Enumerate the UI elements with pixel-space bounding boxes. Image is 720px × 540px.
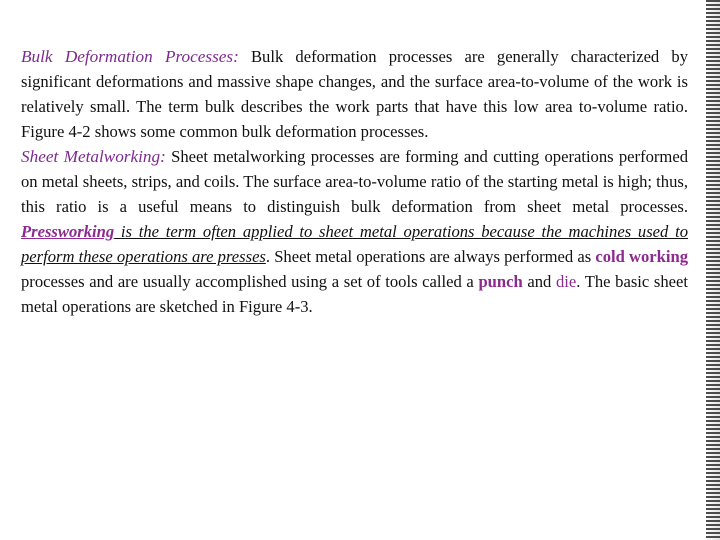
paragraph-text: . The basic sheet metal operations are sketched in Figure 4-3. xyxy=(21,272,688,316)
die-term: die xyxy=(555,272,577,291)
paragraph-sheet-metalworking xyxy=(21,144,688,319)
right-edge-decoration xyxy=(706,0,720,540)
heading-sheet-metalworking: Sheet Metalworking: xyxy=(21,147,166,166)
paragraph-bulk-deformation xyxy=(21,44,688,144)
paragraph-text: processes and are usually accomplished using a set of tools called a xyxy=(21,272,479,291)
cold-working-term: cold working xyxy=(595,247,689,266)
paragraph-text: Sheet metalworking processes are forming and cutting operations performed on metal sheets, strips, and coils. The surface area-to-volume ratio of the starting metal is high; thus, this ratio is a useful means to distinguish bulk deformation from sheet metal processes. xyxy=(21,147,688,216)
underlined-definition: is the term often applied to sheet metal operations because the machines used to perform these operations are presses xyxy=(21,222,688,266)
paragraph-text: and xyxy=(522,272,556,291)
heading-bulk-deformation: Bulk Deformation Processes: xyxy=(21,47,239,66)
document-body xyxy=(21,44,688,319)
punch-term: punch xyxy=(478,272,523,291)
pressworking-term: Pressworking xyxy=(21,222,115,241)
paragraph-text: . Sheet metal operations are always performed as xyxy=(265,247,596,266)
paragraph-text: Bulk deformation processes are generally characterized by significant deformations and massive shape changes, and the surface area-to-volume of the work is relatively small. The term bulk describes the work parts that have this low area to-volume ratio. Figure 4-2 shows some common bulk deformation processes. xyxy=(21,47,688,141)
